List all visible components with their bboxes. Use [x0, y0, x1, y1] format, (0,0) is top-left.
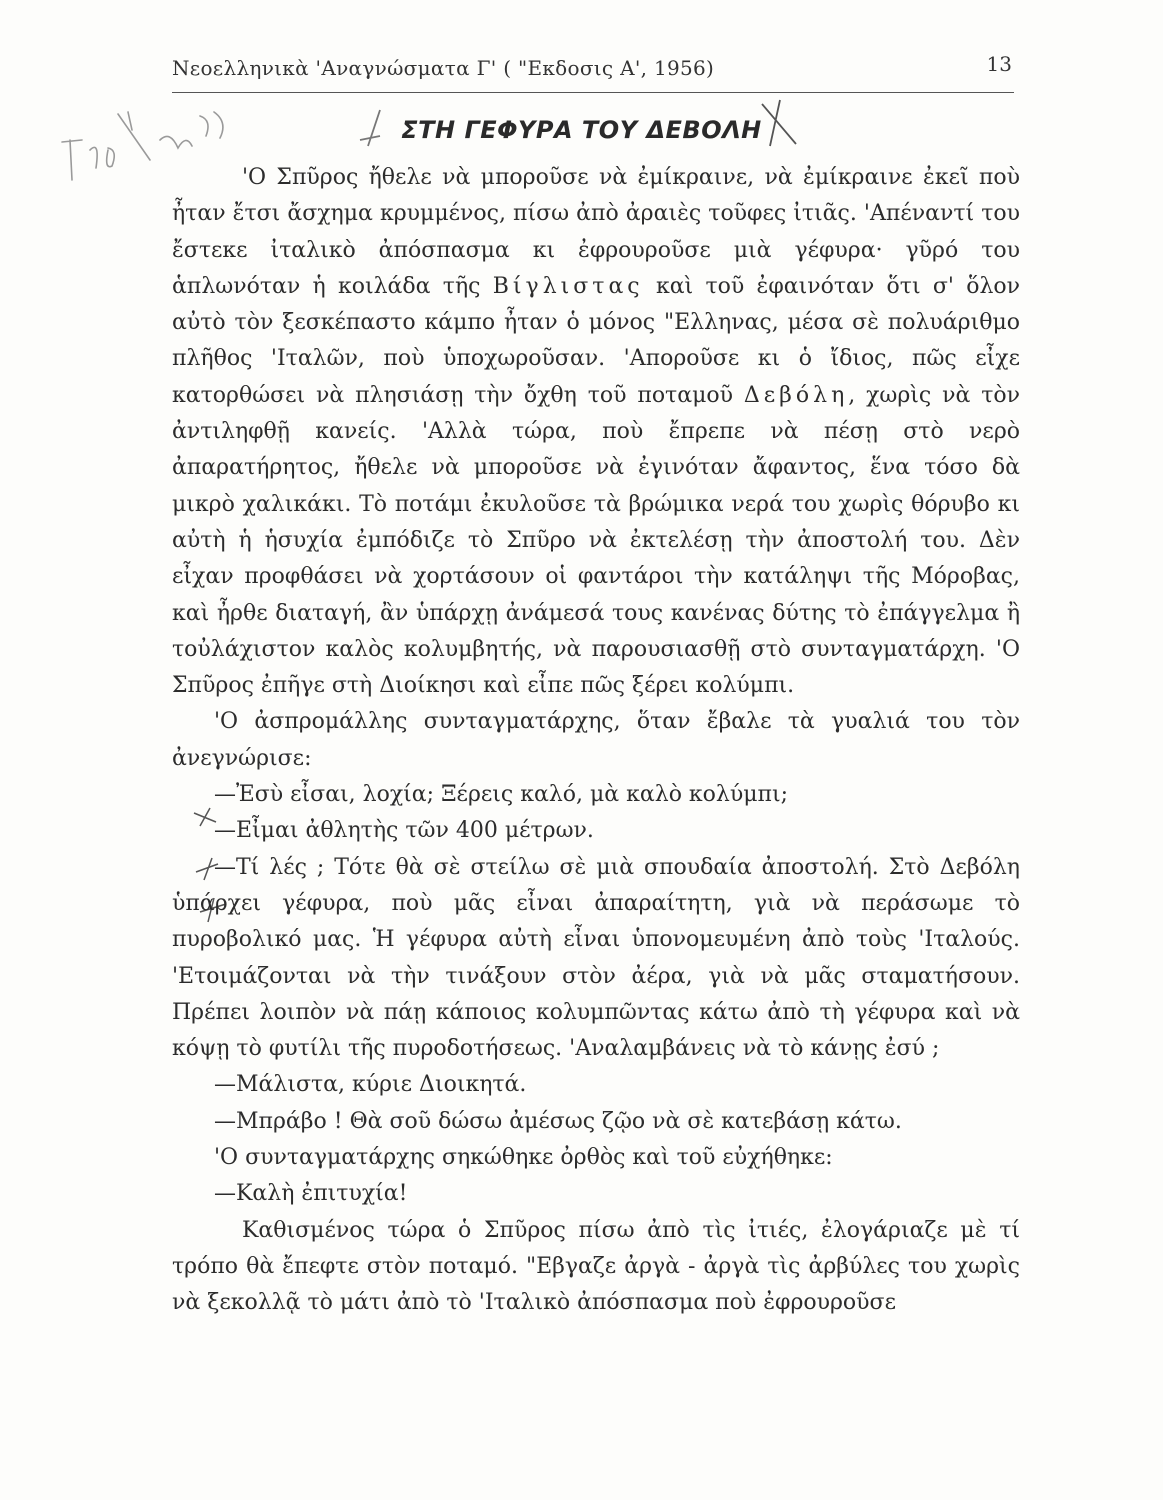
paragraph-1-cont: καὶ τοῦ ἐφαινόταν ὅτι σ' ὅλον αὐτὸ τὸν ξεσκέπαστο κάμπο ἦταν ὁ μόνος "Ελληνας, μέσα σὲ πολυάριθμο πλῆθος 'Ιταλῶν, ποὺ ὑποχωροῦσαν. 'Αποροῦσε κι ὁ ἴδιος, πῶς εἶχε κατορθώσει νὰ πλησιάσῃ τὴν ὄχθη τοῦ ποταμοῦ [172, 273, 1021, 408]
article-title: ΣΤΗ ΓΕΦΥΡΑ ΤΟΥ ΔΕΒΟΛΗ [401, 116, 762, 144]
place-river: Δεβόλη [743, 382, 849, 408]
paragraph-2: 'Ο ἀσπρομάλλης συνταγματάρχης, ὅταν ἔβαλε τὰ γυαλιά του τὸν ἀνεγνώρισε: [172, 709, 1020, 771]
paragraph-1-text: 'Ο Σπῦρος ἤθελε νὰ μποροῦσε νὰ ἐμίκραινε, νὰ ἐμίκραινε ἐκεῖ ποὺ ἦταν ἔτσι ἄσχημα κρυμμένος, πίσω ἀπὸ ἀραιὲς τοῦφες ἰτιᾶς. 'Απέναντί του ἔστεκε ἰταλικὸ ἀπόσπασμα κι ἐφρουροῦσε μιὰ γέφυρα· γῦρό του ἁπλωνόταν ἡ κοιλάδα τῆς [172, 165, 1020, 299]
closing-line-2: —Καλὴ ἐπιτυχία! [214, 1181, 408, 1207]
dialogue-line-1: —Ἐσὺ εἶσαι, λοχία; Ξέρεις καλό, μὰ καλὸ κολύμπι; [214, 782, 789, 808]
article-body [172, 160, 1020, 1322]
running-header [172, 52, 1014, 93]
place-valley: Βίγλιστας [492, 273, 644, 299]
paragraph-1 [172, 160, 1020, 704]
closing-line-1: 'Ο συνταγματάρχης σηκώθηκε ὀρθὸς καὶ τοῦ εὐχήθηκε: [214, 1145, 833, 1171]
dialogue-line-3: —Τί λές ; Τότε θὰ σὲ στείλω σὲ μιὰ σπουδαία ἀποστολή. Στὸ Δεβόλη ὑπάρχει γέφυρα, ποὺ μᾶς εἶναι ἀπαραίτητη, γιὰ νὰ περάσωμε τὸ πυροβολικό μας. Ἡ γέφυρα αὐτὴ εἶναι ὑπονομευμένη ἀπὸ τοὺς 'Ιταλούς. 'Ετοιμάζονται νὰ τὴν τινάξουν στὸν ἀέρα, γιὰ νὰ μᾶς σταματήσουν. Πρέπει λοιπὸν νὰ πάῃ κάποιος κολυμπῶντας κάτω ἀπὸ τὴ γέφυρα καὶ νὰ κόψῃ τὸ φυτίλι τῆς πυροδοτήσεως. 'Αναλαμβάνεις νὰ τὸ κάνῃς ἐσύ ; [172, 854, 1020, 1062]
closing-paragraph: Καθισμένος τώρα ὁ Σπῦρος πίσω ἀπὸ τὶς ἰτιές, ἐλογάριαζε μὲ τί τρόπο θὰ ἔπεφτε στὸν ποταμό. "Εβγαζε ἀργὰ - ἀργὰ τὶς ἀρβύλες του χωρὶς νὰ ξεκολλᾷ τὸ μάτι ἀπὸ τὸ 'Ιταλικὸ ἀπόσπασμα ποὺ ἐφρουροῦσε [172, 1217, 1020, 1316]
paragraph-1-end: , χωρὶς νὰ τὸν ἀντιληφθῇ κανείς. 'Αλλὰ τώρα, ποὺ ἔπρεπε νὰ πέσῃ στὸ νερὸ ἀπαρατήρητος, ἤθελε νὰ μποροῦσε νὰ ἐγινόταν ἄφαντος, ἕνα τόσο δὰ μικρὸ χαλικάκι. Τὸ ποτάμι ἐκυλοῦσε τὰ βρώμικα νερά του χωρὶς θόρυβο κι αὐτὴ ἡ ἡσυχία ἐμπόδιζε τὸ Σπῦρο νὰ ἐκτελέσῃ τὴν ἀποστολή του. Δὲν εἶχαν προφθάσει νὰ χορτάσουν οἱ φαντάροι τὴν κατάληψι τῆς Μόροβας, καὶ ἦρθε διαταγή, ἂν ὑπάρχῃ ἀνάμεσά τους κανένας δύτης τὸ ἐπάγγελμα ἢ τοὐλάχιστον καλὸς κολυμβητής, νὰ παρουσιασθῇ στὸ συνταγματάρχη. 'Ο Σπῦρος ἐπῆγε στὴ Διοίκησι καὶ εἶπε πῶς ξέρει κολύμπι. [172, 382, 1020, 699]
dialogue-line-2: —Εἶμαι ἀθλητὴς τῶν 400 μέτρων. [214, 818, 594, 844]
book-title: Νεοελληνικὰ 'Αναγνώσματα Γ' ( "Εκδοσις Α', 1956) [172, 56, 715, 80]
page-number: 13 [986, 52, 1012, 76]
dialogue-line-4: —Μάλιστα, κύριε Διοικητά. [214, 1072, 527, 1098]
dialogue-line-5: —Μπράβο ! Θὰ σοῦ δώσω ἀμέσως ζῷο νὰ σὲ κατεβάσῃ κάτω. [214, 1108, 902, 1134]
